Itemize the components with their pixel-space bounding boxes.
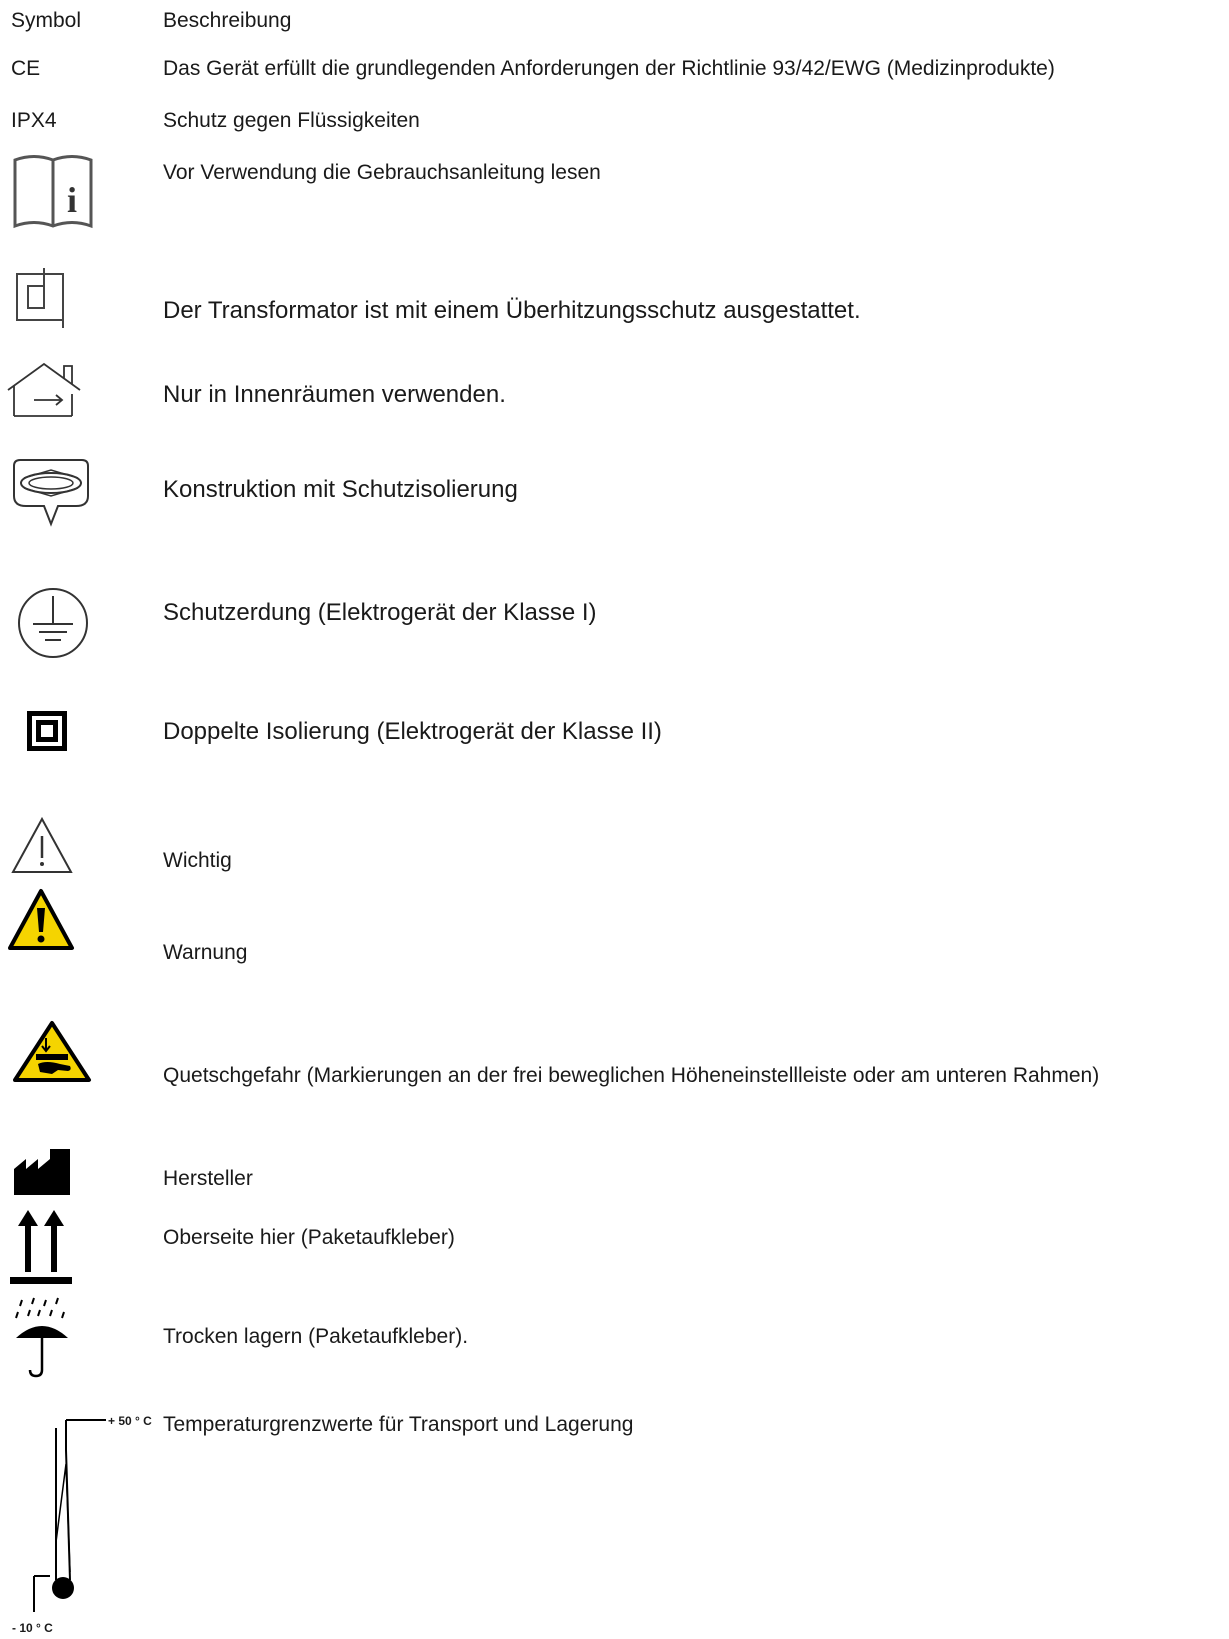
description-caution: Wichtig — [163, 849, 232, 872]
description-ce: Das Gerät erfüllt die grundlegenden Anforderungen der Richtlinie 93/42/EWG (Medizinprodukte) — [163, 57, 1055, 80]
protective-insulation-icon — [10, 458, 92, 530]
thermal-cutout-icon — [14, 268, 70, 330]
temperature-limit-icon — [10, 1412, 106, 1626]
indoor-use-icon — [6, 362, 84, 420]
double-insulation-icon — [27, 711, 67, 751]
crush-hazard-icon — [12, 1020, 92, 1084]
description-thermal-cutout: Der Transformator ist mit einem Überhitzungsschutz ausgestattet. — [163, 297, 861, 324]
header-symbol: Symbol — [11, 9, 82, 32]
description-manufacturer: Hersteller — [163, 1167, 253, 1190]
caution-outline-icon — [10, 816, 74, 876]
temperature-min-label: - 10 ° C — [12, 1621, 53, 1635]
description-protective-earth: Schutzerdung (Elektrogerät der Klasse I) — [163, 599, 597, 626]
svg-text:i: i — [66, 180, 78, 220]
description-double-insulation: Doppelte Isolierung (Elektrogerät der Klasse II) — [163, 718, 662, 745]
description-temperature: Temperaturgrenzwerte für Transport und Lagerung — [163, 1413, 634, 1436]
this-way-up-icon — [10, 1206, 72, 1286]
description-warning: Warnung — [163, 941, 248, 964]
temperature-max-label: + 50 ° C — [108, 1414, 152, 1428]
keep-dry-icon — [12, 1296, 72, 1378]
description-protective-insulation: Konstruktion mit Schutzisolierung — [163, 476, 518, 503]
description-ipx4: Schutz gegen Flüssigkeiten — [163, 109, 420, 132]
symbol-ipx4: IPX4 — [11, 109, 57, 132]
description-indoor-use: Nur in Innenräumen verwenden. — [163, 381, 506, 408]
header-description: Beschreibung — [163, 9, 292, 32]
description-instructions: Vor Verwendung die Gebrauchsanleitung lesen — [163, 161, 601, 184]
description-keep-dry: Trocken lagern (Paketaufkleber). — [163, 1325, 469, 1348]
symbol-ce: CE — [11, 57, 41, 80]
description-this-way-up: Oberseite hier (Paketaufkleber) — [163, 1226, 455, 1249]
description-crush-hazard: Quetschgefahr (Markierungen an der frei beweglichen Höheneinstellleiste oder am unteren Rahmen) — [163, 1064, 1100, 1087]
warning-yellow-icon — [7, 888, 75, 952]
protective-earth-icon — [16, 586, 90, 660]
manufacturer-icon — [14, 1149, 70, 1195]
instructions-book-icon — [12, 150, 94, 234]
